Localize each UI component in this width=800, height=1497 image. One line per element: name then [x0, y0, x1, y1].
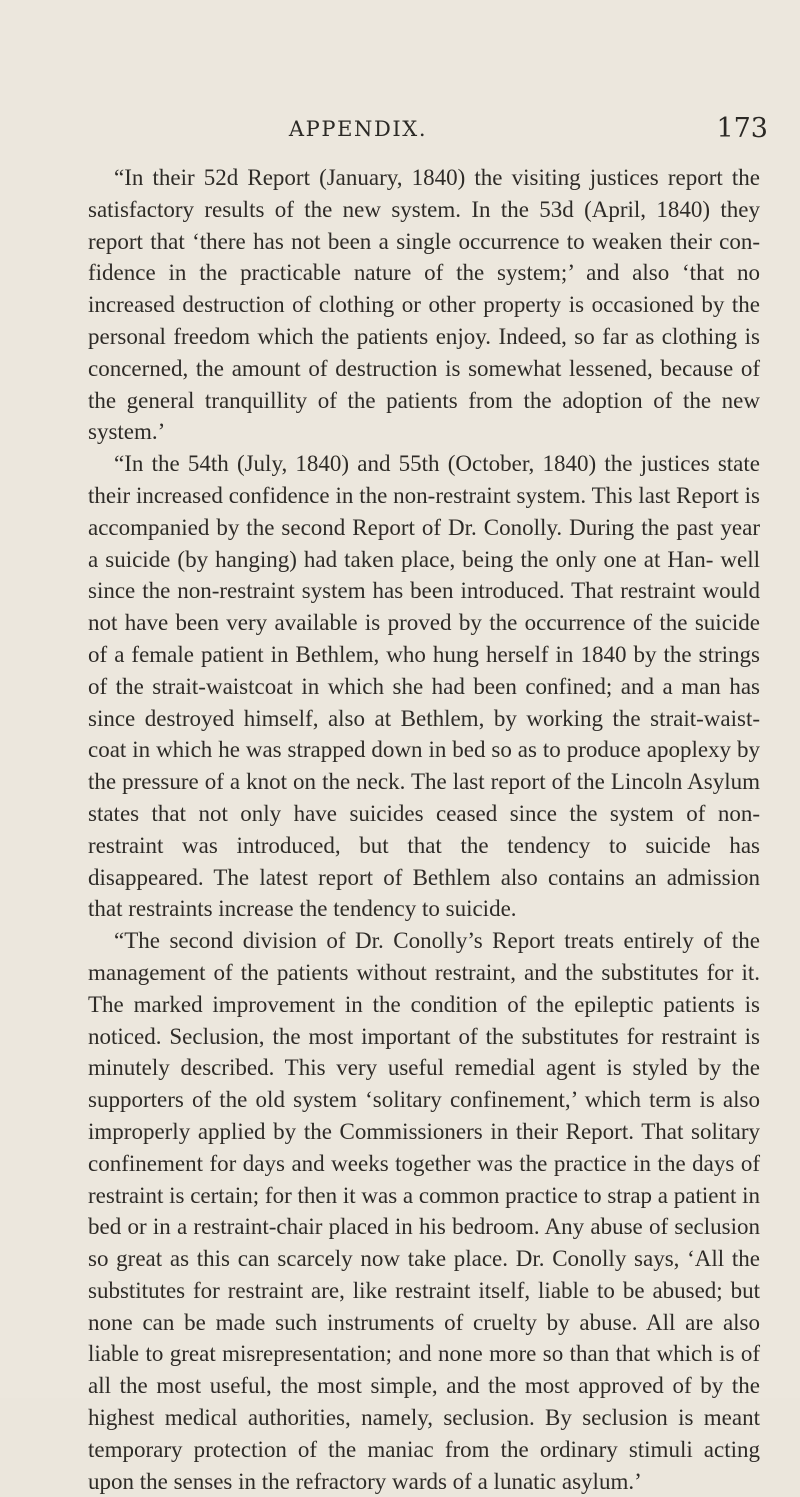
body-text: [88, 162, 760, 1497]
page-header: [118, 113, 768, 153]
paragraph-conolly-report-second-division: “The second division of Dr. Conolly’s Report treats entirely of the management of the patients without restraint, and the substitutes for it. The marked improvement in the condition of the epileptic patients is noticed. Seclusion, the most important of the substitutes for restraint is minutely described. This very useful remedial agent is styled by the supporters of the old system ‘solitary confinement,’ which term is also improperly applied by the Commissioners in their Report. That solitary confinement for days and weeks together was the practice in the days of restraint is certain; for then it was a common practice to strap a patient in bed or in a restraint-chair placed in his bedroom. Any abuse of seclusion so great as this can scarcely now take place. Dr. Conolly says, ‘All the substitutes for restraint are, like restraint itself, liable to be abused; but none can be made such instruments of cruelty by abuse. All are also liable to great misrepresentation; and none more so than that which is of all the most useful, the most simple, and the most approved of by the highest medical authorities, namely, seclusion. By seclusion is meant temporary protection of the maniac from the ordinary stimuli acting upon the senses in the refractory wards of a lunatic asylum.’: [88, 928, 760, 1494]
paragraph-54th-55th-reports: “In the 54th (July, 1840) and 55th (October, 1840) the justices state their increased confidence in the non-restraint system. This last Report is accompanied by the second Report of Dr. Conolly. During the past year a suicide (by hanging) had taken place, being the only one at Han- well since the non-restraint system has been introduced. That restraint would not have been very available is proved by the occurrence of the suicide of a female patient in Bethlem, who hung herself in 1840 by the strings of the strait-waistcoat in which she had been confined; and a man has since destroyed himself, also at Bethlem, by working the strait-waist- coat in which he was strapped down in bed so as to produce apoplexy by the pressure of a knot on the neck. The last report of the Lincoln Asylum states that not only have suicides ceased since the system of non- restraint was introduced, but that the tendency to suicide has disappeared. The latest report of Bethlem also contains an admission that restraints increase the tendency to suicide.: [88, 451, 760, 922]
page-number: 173: [716, 113, 768, 144]
paragraph-52d-53d-reports: “In their 52d Report (January, 1840) the visiting justices report the satisfactory results of the new system. In the 53d (April, 1840) they report that ‘there has not been a single occurrence to weaken their con- fidence in the practicable nature of the system;’ and also ‘that no increased destruction of clothing or other property is occasioned by the personal freedom which the patients enjoy. Indeed, so far as clothing is concerned, the amount of destruction is somewhat lessened, because of the general tranquillity of the patients from the adoption of the new system.’: [88, 165, 760, 445]
running-head: APPENDIX.: [288, 117, 428, 141]
